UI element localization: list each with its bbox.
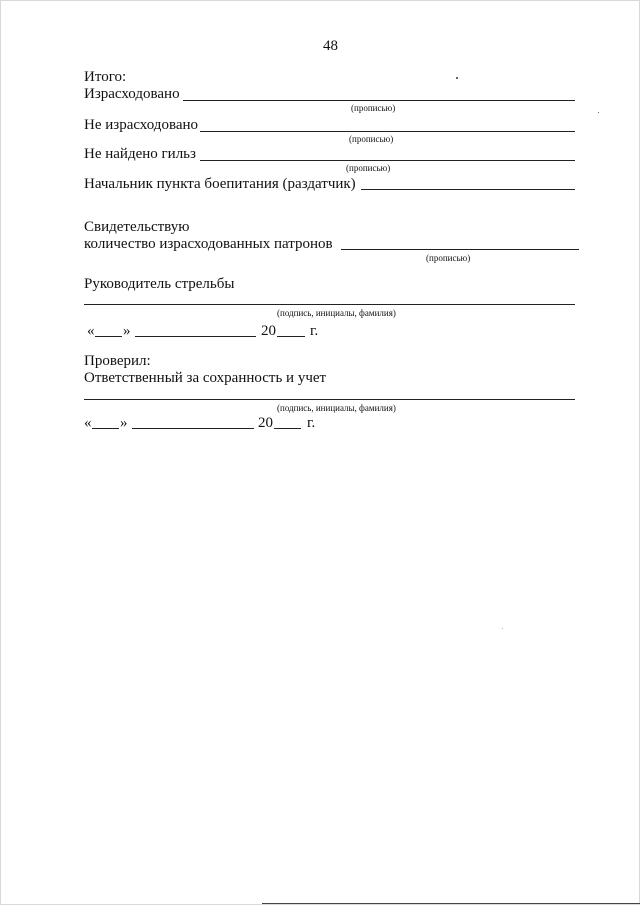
spent-count-label: количество израсходованных патронов	[84, 236, 333, 252]
date1-quote-open: «	[87, 323, 95, 339]
not-spent-label: Не израсходовано	[84, 117, 199, 133]
spent-count-field-line	[341, 249, 579, 250]
spent-count-in-words-caption: (прописью)	[426, 253, 471, 263]
spent-field-line	[183, 100, 575, 101]
date2-day-line	[92, 428, 119, 429]
scan-bottom-edge	[262, 903, 640, 904]
scan-speck	[598, 112, 599, 113]
date1-quote-close: »	[123, 323, 131, 339]
date1-month-line	[135, 336, 256, 337]
scan-speck	[502, 628, 503, 629]
date1-year-line	[277, 336, 305, 337]
responsible-label: Ответственный за сохранность и учет	[84, 370, 327, 386]
chief-signature-line	[361, 189, 575, 190]
date2-year-suffix: г.	[307, 415, 316, 431]
page-number: 48	[323, 38, 338, 54]
date1-year-suffix: г.	[310, 323, 319, 339]
scan-speck	[456, 77, 458, 79]
spent-label: Израсходовано	[84, 86, 180, 102]
not-spent-field-line	[200, 131, 575, 132]
date2-year-line	[274, 428, 301, 429]
date2-year-prefix: 20	[258, 415, 273, 431]
chief-label: Начальник пункта боепитания (раздатчик)	[84, 176, 356, 192]
date2-quote-open: «	[84, 415, 92, 431]
head-signature-caption: (подпись, инициалы, фамилия)	[277, 308, 396, 318]
checked-label: Проверил:	[84, 353, 151, 369]
certify-label: Свидетельствую	[84, 219, 190, 235]
date1-day-line	[95, 336, 122, 337]
not-found-in-words-caption: (прописью)	[346, 163, 391, 173]
total-label: Итого:	[84, 69, 127, 85]
spent-in-words-caption: (прописью)	[351, 103, 396, 113]
date1-year-prefix: 20	[261, 323, 276, 339]
responsible-signature-caption: (подпись, инициалы, фамилия)	[277, 403, 396, 413]
date2-quote-close: »	[120, 415, 128, 431]
not-spent-in-words-caption: (прописью)	[349, 134, 394, 144]
not-found-label: Не найдено гильз	[84, 146, 196, 162]
date2-month-line	[132, 428, 254, 429]
head-signature-line	[84, 304, 575, 305]
head-label: Руководитель стрельбы	[84, 276, 235, 292]
not-found-field-line	[200, 160, 575, 161]
responsible-signature-line	[84, 399, 575, 400]
